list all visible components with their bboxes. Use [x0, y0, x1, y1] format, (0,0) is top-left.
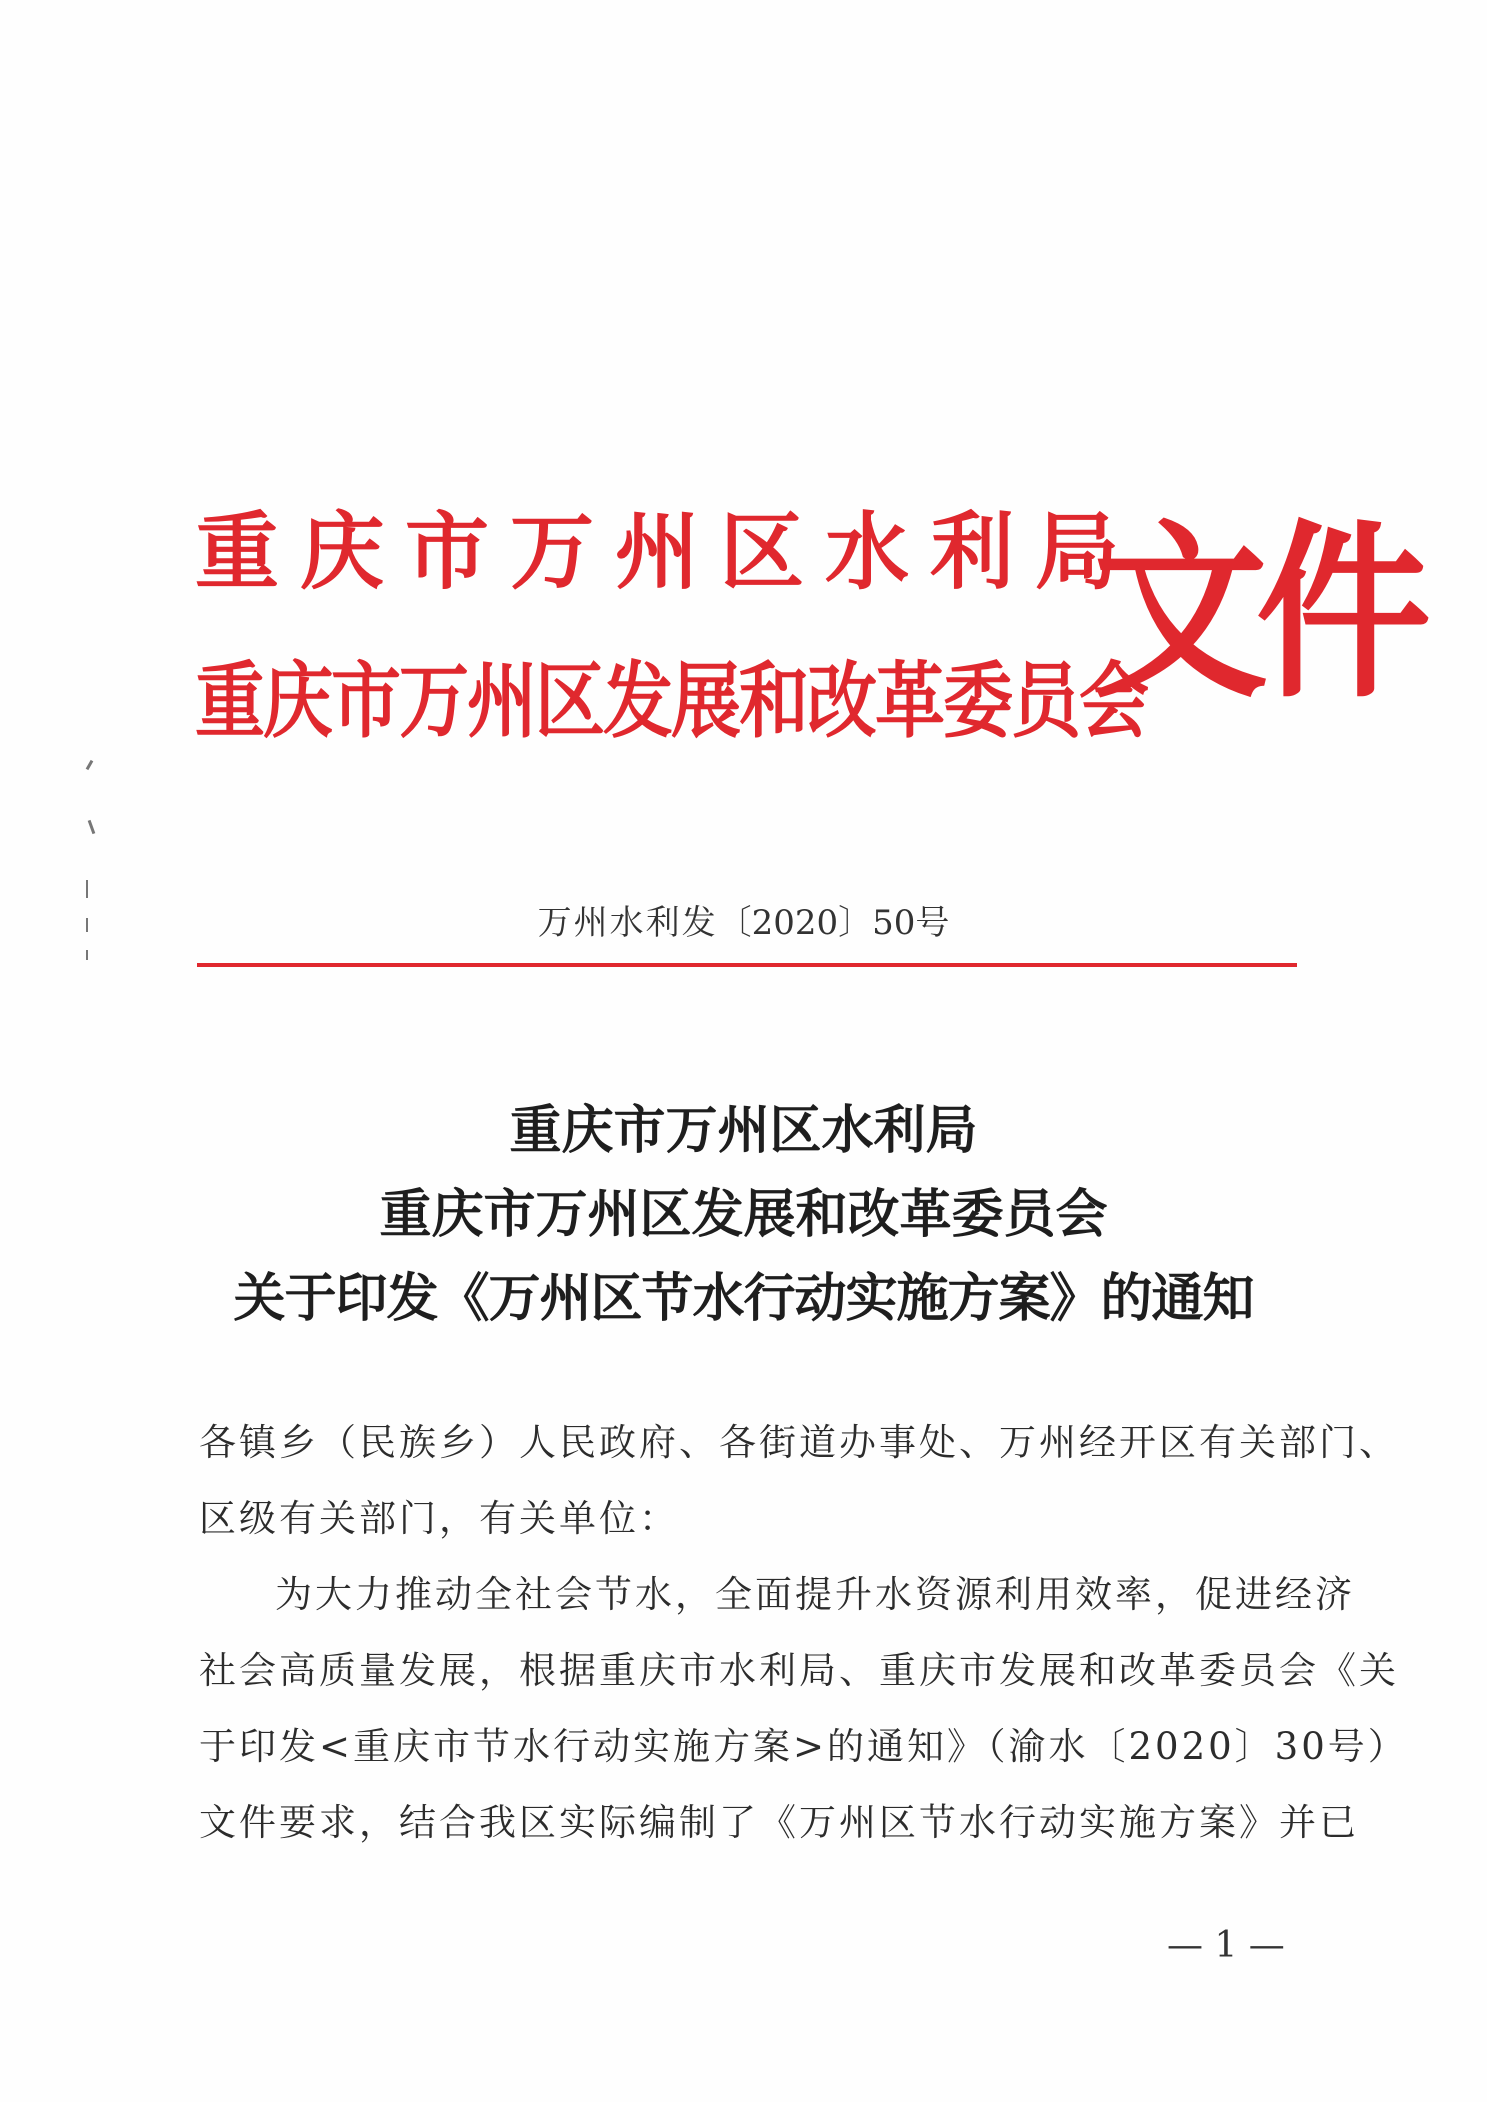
letterhead-issuers — [195, 503, 1147, 750]
addressee-paragraph — [199, 1405, 1399, 1557]
document-number-year: 〔2020〕 — [717, 903, 873, 943]
body-paragraph-line-3: 于印发<重庆市节水行动实施方案>的通知》（渝水〔2020〕30号） — [199, 1725, 1408, 1768]
document-number — [0, 895, 1487, 944]
document-body — [199, 1405, 1408, 1861]
document-title — [0, 1100, 1487, 1357]
body-paragraph-1 — [199, 1557, 1408, 1861]
body-paragraph-line-2: 社会高质量发展，根据重庆市水利局、重庆市发展和改革委员会《关 — [199, 1649, 1399, 1692]
red-separator-rule — [197, 963, 1297, 967]
letterhead-issuer-water-bureau: 重庆市万州区水利局 — [195, 503, 1141, 601]
letterhead-document-word: 文件 — [1093, 504, 1419, 725]
addressee-line-2: 区级有关部门，有关单位： — [199, 1497, 679, 1540]
body-paragraph-line-4: 文件要求，结合我区实际编制了《万州区节水行动实施方案》并已 — [199, 1801, 1359, 1844]
addressee-line-1: 各镇乡（民族乡）人民政府、各街道办事处、万州经开区有关部门、 — [199, 1421, 1399, 1464]
document-number-serial: 50号 — [872, 903, 950, 943]
title-line-3: 关于印发《万州区节水行动实施方案》的通知 — [233, 1268, 1254, 1329]
document-number-prefix: 万州水利发 — [537, 903, 718, 943]
page-number: — 1 — — [1167, 1925, 1285, 1966]
body-paragraph-line-1: 为大力推动全社会节水，全面提升水资源利用效率，促进经济 — [275, 1573, 1355, 1616]
title-line-2: 重庆市万州区发展和改革委员会 — [379, 1184, 1108, 1245]
letterhead-issuer-development-commission: 重庆市万州区发展和改革委员会 — [195, 652, 1147, 750]
title-line-1: 重庆市万州区水利局 — [509, 1100, 978, 1161]
